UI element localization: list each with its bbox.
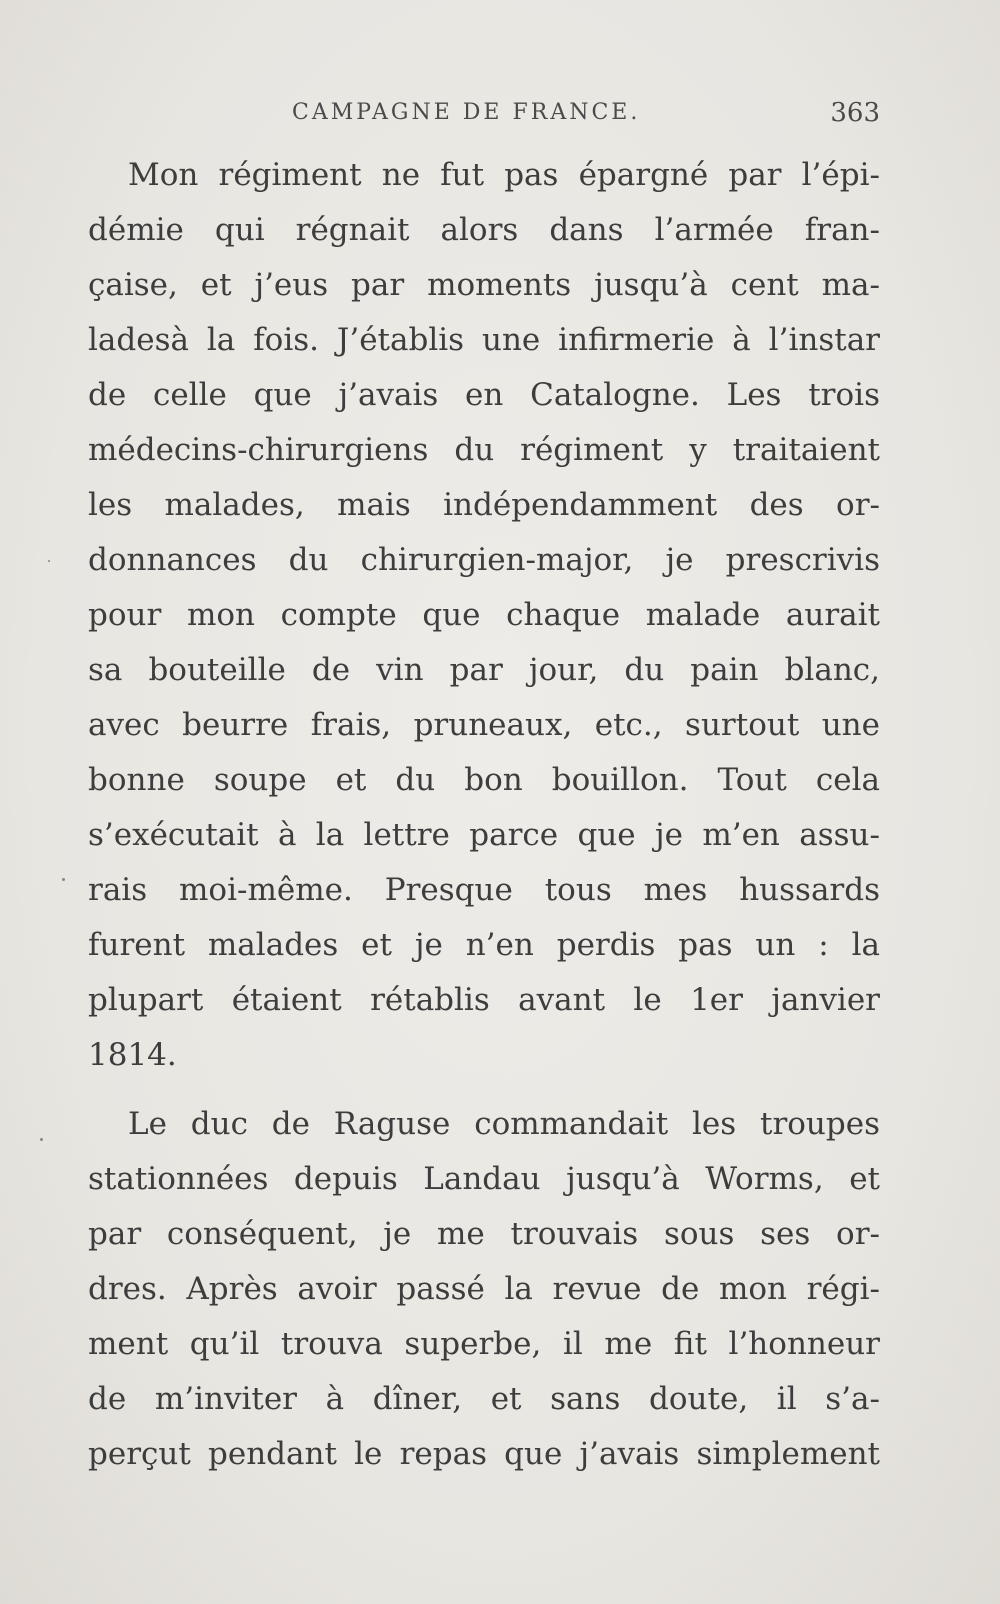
text-line: plupart étaient rétablis avant le 1er janvier xyxy=(88,982,880,1018)
running-title: CAMPAGNE DE FRANCE. xyxy=(292,100,641,125)
paragraph-2 xyxy=(88,1097,880,1482)
text-line: démie qui régnait alors dans l’armée fran- xyxy=(88,212,880,248)
text-line: donnances du chirurgien-major, je prescrivis xyxy=(88,542,880,578)
text-line: ladesà la fois. J’établis une infirmerie à l’instar xyxy=(88,322,880,358)
paper-speck xyxy=(40,1138,43,1141)
text-line: par conséquent, je me trouvais sous ses or- xyxy=(88,1216,880,1252)
text-line: s’exécutait à la lettre parce que je m’en assu- xyxy=(88,817,880,853)
text-line: ment qu’il trouva superbe, il me fit l’honneur xyxy=(88,1326,880,1362)
paper-speck xyxy=(62,878,65,881)
page-number: 363 xyxy=(830,98,880,128)
text-line: çaise, et j’eus par moments jusqu’à cent ma- xyxy=(88,267,880,303)
text-line: furent malades et je n’en perdis pas un : la xyxy=(88,927,880,963)
text-line: rais moi-même. Presque tous mes hussards xyxy=(88,872,880,908)
paragraph-1 xyxy=(88,148,880,1083)
text-line: Mon régiment ne fut pas épargné par l’épi- xyxy=(128,157,880,193)
text-line: perçut pendant le repas que j’avais simplement xyxy=(88,1436,880,1472)
text-line: Le duc de Raguse commandait les troupes xyxy=(128,1106,880,1142)
text-line: de celle que j’avais en Catalogne. Les trois xyxy=(88,377,880,413)
text-line: stationnées depuis Landau jusqu’à Worms, et xyxy=(88,1161,880,1197)
text-line: dres. Après avoir passé la revue de mon régi- xyxy=(88,1271,880,1307)
paper-speck xyxy=(48,560,50,562)
text-line: pour mon compte que chaque malade aurait xyxy=(88,597,880,633)
text-line: sa bouteille de vin par jour, du pain blanc, xyxy=(88,652,880,688)
text-line: de m’inviter à dîner, et sans doute, il s’a- xyxy=(88,1381,880,1417)
text-line: bonne soupe et du bon bouillon. Tout cela xyxy=(88,762,880,798)
body-text xyxy=(88,148,880,1482)
text-line: 1814. xyxy=(88,1037,177,1073)
paragraph-gap xyxy=(88,1083,880,1097)
page-header xyxy=(88,98,880,138)
text-line: médecins-chirurgiens du régiment y traitaient xyxy=(88,432,880,468)
text-line: les malades, mais indépendamment des or- xyxy=(88,487,880,523)
text-line: avec beurre frais, pruneaux, etc., surtout une xyxy=(88,707,880,743)
